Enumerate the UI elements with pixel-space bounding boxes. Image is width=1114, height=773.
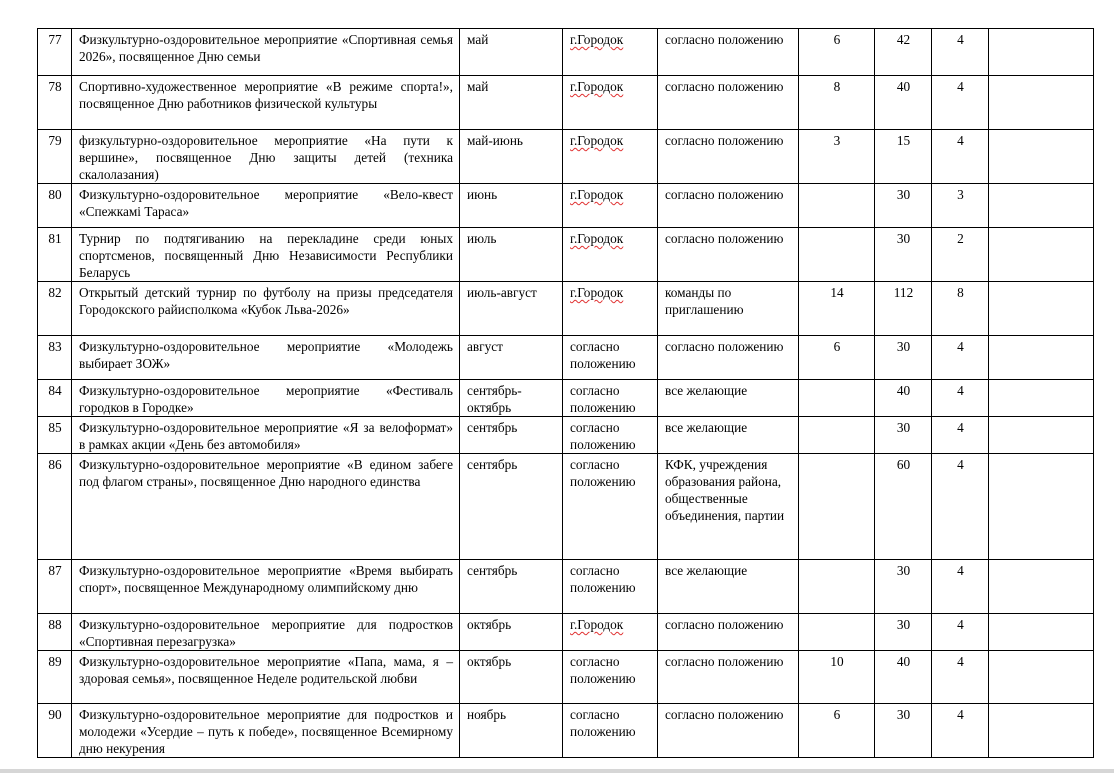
event-period: июль-август [460, 282, 563, 336]
event-participants: согласно положению [658, 336, 799, 380]
count-participants: 40 [875, 76, 932, 130]
count-participants: 40 [875, 380, 932, 417]
row-number: 83 [38, 336, 72, 380]
event-period: август [460, 336, 563, 380]
count-teams: 6 [799, 704, 875, 758]
count-teams: 3 [799, 130, 875, 184]
event-participants: согласно положению [658, 228, 799, 282]
event-place [563, 282, 658, 336]
notes [989, 454, 1094, 560]
count-3: 2 [932, 228, 989, 282]
event-place [563, 76, 658, 130]
count-3: 4 [932, 380, 989, 417]
event-period: июль [460, 228, 563, 282]
table-row [38, 76, 1094, 130]
event-title: Физкультурно-оздоровительное мероприятие для подростков «Спортивная перезагрузка» [72, 614, 460, 651]
row-number: 88 [38, 614, 72, 651]
event-participants: согласно положению [658, 651, 799, 704]
event-participants: все желающие [658, 560, 799, 614]
row-number: 77 [38, 29, 72, 76]
event-title: Физкультурно-оздоровительное мероприятие «Время выбирать спорт», посвященное Международному олимпийскому дню [72, 560, 460, 614]
row-number: 90 [38, 704, 72, 758]
events-table [37, 28, 1094, 758]
event-place: согласно положению [563, 560, 658, 614]
spellcheck-underline: г.Городок [570, 617, 624, 632]
row-number: 82 [38, 282, 72, 336]
notes [989, 130, 1094, 184]
event-participants: согласно положению [658, 614, 799, 651]
event-title: Физкультурно-оздоровительное мероприятие «Папа, мама, я – здоровая семья», посвященное Неделе родительской любви [72, 651, 460, 704]
event-period: ноябрь [460, 704, 563, 758]
spellcheck-underline: г.Городок [570, 133, 624, 148]
table-row [38, 704, 1094, 758]
event-participants: согласно положению [658, 29, 799, 76]
count-participants: 30 [875, 704, 932, 758]
notes [989, 336, 1094, 380]
event-place [563, 228, 658, 282]
spellcheck-underline: г.Городок [570, 79, 624, 94]
count-participants: 30 [875, 560, 932, 614]
table-row [38, 184, 1094, 228]
table-row [38, 228, 1094, 282]
notes [989, 417, 1094, 454]
event-participants: согласно положению [658, 130, 799, 184]
notes [989, 614, 1094, 651]
notes [989, 29, 1094, 76]
table-row [38, 282, 1094, 336]
notes [989, 704, 1094, 758]
table-row [38, 651, 1094, 704]
count-teams [799, 560, 875, 614]
count-teams [799, 454, 875, 560]
event-participants: все желающие [658, 417, 799, 454]
event-participants: согласно положению [658, 184, 799, 228]
count-teams: 8 [799, 76, 875, 130]
row-number: 84 [38, 380, 72, 417]
event-period: сентябрь [460, 417, 563, 454]
row-number: 80 [38, 184, 72, 228]
notes [989, 228, 1094, 282]
table-row [38, 380, 1094, 417]
count-teams [799, 380, 875, 417]
notes [989, 282, 1094, 336]
row-number: 86 [38, 454, 72, 560]
event-title: Физкультурно-оздоровительное мероприятие «Я за велоформат» в рамках акции «День без автомобиля» [72, 417, 460, 454]
event-title: Физкультурно-оздоровительное мероприятие «В едином забеге под флагом страны», посвященное Дню народного единства [72, 454, 460, 560]
count-3: 4 [932, 454, 989, 560]
table-row [38, 560, 1094, 614]
table-row [38, 614, 1094, 651]
count-teams: 10 [799, 651, 875, 704]
event-title: Физкультурно-оздоровительное мероприятие «Фестиваль городков в Городке» [72, 380, 460, 417]
count-participants: 112 [875, 282, 932, 336]
count-teams: 14 [799, 282, 875, 336]
notes [989, 76, 1094, 130]
event-participants: КФК, учреждения образования района, общественные объединения, партии [658, 454, 799, 560]
event-place: согласно положению [563, 336, 658, 380]
notes [989, 184, 1094, 228]
row-number: 79 [38, 130, 72, 184]
count-3: 4 [932, 76, 989, 130]
row-number: 89 [38, 651, 72, 704]
row-number: 78 [38, 76, 72, 130]
event-participants: команды по приглашению [658, 282, 799, 336]
count-3: 3 [932, 184, 989, 228]
notes [989, 560, 1094, 614]
count-3: 4 [932, 651, 989, 704]
event-period: сентябрь [460, 454, 563, 560]
event-title: Спортивно-художественное мероприятие «В режиме спорта!», посвященное Дню работников физической культуры [72, 76, 460, 130]
notes [989, 380, 1094, 417]
event-period: октябрь [460, 651, 563, 704]
count-participants: 30 [875, 614, 932, 651]
event-period: июнь [460, 184, 563, 228]
count-teams [799, 228, 875, 282]
spellcheck-underline: г.Городок [570, 231, 624, 246]
event-title: Физкультурно-оздоровительное мероприятие «Молодежь выбирает ЗОЖ» [72, 336, 460, 380]
event-title: Физкультурно-оздоровительное мероприятие «Спортивная семья 2026», посвященное Дню семьи [72, 29, 460, 76]
notes [989, 651, 1094, 704]
row-number: 87 [38, 560, 72, 614]
table-row [38, 417, 1094, 454]
count-3: 4 [932, 417, 989, 454]
row-number: 85 [38, 417, 72, 454]
count-participants: 60 [875, 454, 932, 560]
count-3: 8 [932, 282, 989, 336]
count-3: 4 [932, 336, 989, 380]
count-teams [799, 417, 875, 454]
count-teams: 6 [799, 336, 875, 380]
event-title: Открытый детский турнир по футболу на призы председателя Городокского райисполкома «Кубок Льва-2026» [72, 282, 460, 336]
event-place [563, 184, 658, 228]
event-title: физкультурно-оздоровительное мероприятие «На пути к вершине», посвященное Дню защиты детей (техника скалолазания) [72, 130, 460, 184]
count-participants: 30 [875, 228, 932, 282]
event-place: согласно положению [563, 454, 658, 560]
event-participants: согласно положению [658, 76, 799, 130]
count-3: 4 [932, 614, 989, 651]
page-bottom-edge [0, 769, 1114, 773]
event-place: согласно положению [563, 380, 658, 417]
event-place [563, 130, 658, 184]
table-row [38, 454, 1094, 560]
count-teams: 6 [799, 29, 875, 76]
count-participants: 15 [875, 130, 932, 184]
event-period: май [460, 29, 563, 76]
event-place: согласно положению [563, 651, 658, 704]
count-participants: 42 [875, 29, 932, 76]
event-title: Физкультурно-оздоровительное мероприятие «Вело-квест «Спежкамі Тараса» [72, 184, 460, 228]
event-place [563, 614, 658, 651]
event-participants: все желающие [658, 380, 799, 417]
spellcheck-underline: г.Городок [570, 285, 624, 300]
count-participants: 30 [875, 336, 932, 380]
event-place [563, 29, 658, 76]
spellcheck-underline: г.Городок [570, 187, 624, 202]
row-number: 81 [38, 228, 72, 282]
event-period: май-июнь [460, 130, 563, 184]
event-title: Физкультурно-оздоровительное мероприятие для подростков и молодежи «Усердие – путь к победе», посвященное Всемирному дню некурения [72, 704, 460, 758]
event-title: Турнир по подтягиванию на перекладине среди юных спортсменов, посвященный Дню Независимости Республики Беларусь [72, 228, 460, 282]
event-participants: согласно положению [658, 704, 799, 758]
event-period: сентябрь [460, 560, 563, 614]
event-place: согласно положению [563, 417, 658, 454]
event-period: сентябрь-октябрь [460, 380, 563, 417]
count-3: 4 [932, 560, 989, 614]
count-teams [799, 614, 875, 651]
count-participants: 30 [875, 184, 932, 228]
event-place: согласно положению [563, 704, 658, 758]
count-participants: 40 [875, 651, 932, 704]
count-participants: 30 [875, 417, 932, 454]
event-period: май [460, 76, 563, 130]
table-row [38, 130, 1094, 184]
spellcheck-underline: г.Городок [570, 32, 624, 47]
count-3: 4 [932, 130, 989, 184]
table-row [38, 336, 1094, 380]
count-3: 4 [932, 29, 989, 76]
table-row [38, 29, 1094, 76]
count-3: 4 [932, 704, 989, 758]
event-period: октябрь [460, 614, 563, 651]
count-teams [799, 184, 875, 228]
